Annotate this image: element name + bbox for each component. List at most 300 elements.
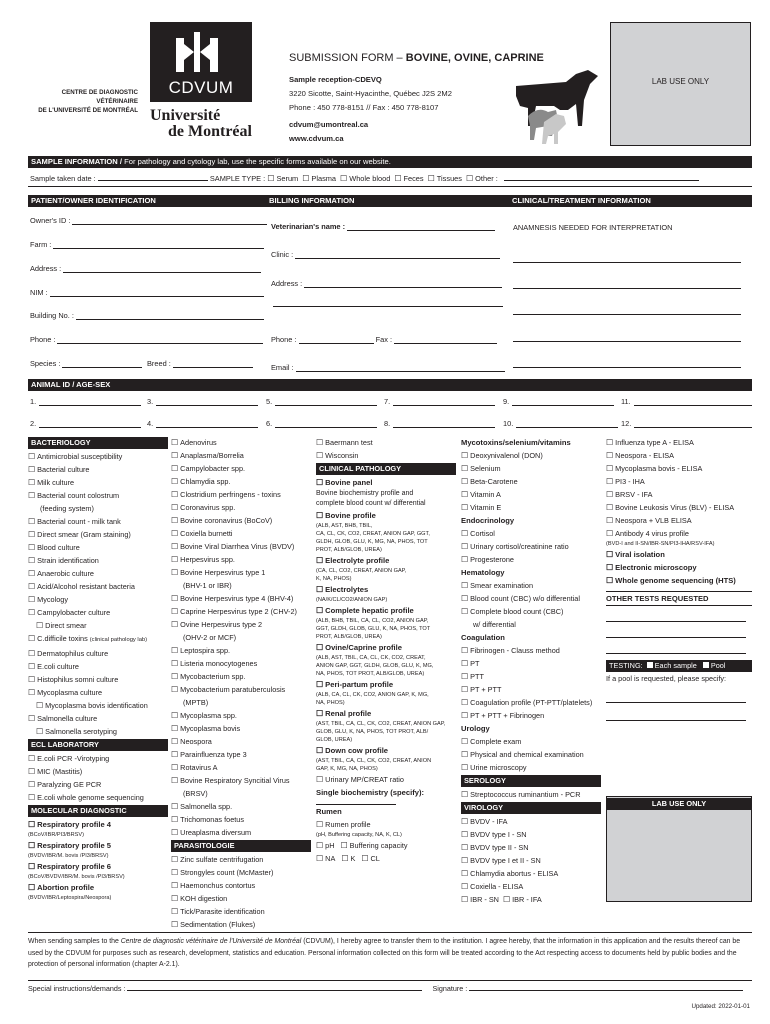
- owner-field-building-no: [30, 311, 264, 320]
- test-trichomonas-foetus[interactable]: ☐ Trichomonas foetus: [171, 813, 311, 826]
- profile-detail: complete blood count w/ differential: [316, 500, 426, 507]
- owner-field-label: Address :: [30, 264, 62, 273]
- form-title-species: BOVINE, OVINE, CAPRINE: [405, 52, 544, 64]
- molecular-detail: (BCoV/IBR/PI3/BRSV): [28, 832, 84, 838]
- pool-option[interactable]: Pool: [710, 661, 726, 670]
- test-coxiella-elisa[interactable]: ☐ Coxiella - ELISA: [461, 880, 601, 893]
- test-mycoplasma-spp[interactable]: ☐ Mycoplasma spp.: [171, 709, 311, 722]
- test-electrolytes[interactable]: ☐ Electrolytes: [316, 583, 456, 596]
- billing-address-input[interactable]: [304, 287, 502, 288]
- test-peri-partum-profile[interactable]: ☐ Peri-partum profile: [316, 678, 456, 691]
- sample-type-other-input[interactable]: [504, 180, 699, 181]
- test-wisconsin[interactable]: ☐ Wisconsin: [316, 449, 456, 462]
- test-bvdv-type-i-sn[interactable]: ☐ BVDV type I - SN: [461, 828, 601, 841]
- test-progesterone[interactable]: ☐ Progesterone: [461, 553, 601, 566]
- sample-type-other[interactable]: ☐ Other :: [466, 174, 498, 183]
- sample-type-tissues[interactable]: ☐ Tissues: [428, 174, 462, 183]
- animal-id-input[interactable]: [634, 427, 752, 428]
- billing-address-field: [271, 279, 502, 288]
- testing-row: [606, 660, 752, 672]
- bacteriology-title: BACTERIOLOGY: [28, 437, 168, 449]
- centre-name-line-2: DE L'UNIVERSITÉ DE MONTRÉAL: [38, 107, 138, 114]
- test-mycoplasma-bovis-elisa[interactable]: ☐ Mycoplasma bovis - ELISA: [606, 462, 752, 475]
- animal-id-number: 10.: [503, 419, 514, 428]
- profile-detail: (AST, TBIL, CA, CL, CK, CO2, CREAT, ANION GAP,: [316, 721, 446, 727]
- test-ovine-herpesvirus-type-2[interactable]: ☐ Ovine Herpesvirus type 2: [171, 618, 311, 631]
- test-dermatophilus-culture[interactable]: ☐ Dermatophilus culture: [28, 647, 168, 660]
- profile-detail: PROT, ALB/GLOB, UREA): [316, 634, 382, 640]
- special-instructions-input[interactable]: [127, 990, 422, 991]
- test-brsv-ifa[interactable]: ☐ BRSV - IFA: [606, 488, 752, 501]
- owner-field-label: Phone :: [30, 335, 56, 344]
- test-histophilus-somni-culture[interactable]: ☐ Histophilus somni culture: [28, 673, 168, 686]
- rumen-title: Rumen: [316, 807, 342, 816]
- test-salmonella-culture[interactable]: ☐ Salmonella culture: [28, 712, 168, 725]
- test-direct-smear[interactable]: ☐ Direct smear: [28, 619, 168, 632]
- billing-email-input[interactable]: [296, 371, 505, 372]
- test-neospora-vlb-elisa[interactable]: ☐ Neospora + VLB ELISA: [606, 514, 752, 527]
- clinical-info-line[interactable]: [513, 262, 741, 263]
- consent-italic: Centre de diagnostic vétérinaire de l'Université de Montréal: [120, 938, 302, 945]
- test-deoxynivalenol-don[interactable]: ☐ Deoxynivalenol (DON): [461, 449, 601, 462]
- test-fibrinogen-clauss-method[interactable]: ☐ Fibrinogen - Clauss method: [461, 644, 601, 657]
- test-mycoplasma-bovis[interactable]: ☐ Mycoplasma bovis: [171, 722, 311, 735]
- sample-type-whole-blood[interactable]: ☐ Whole blood: [340, 174, 390, 183]
- special-instructions-label: Special instructions/demands :: [28, 984, 126, 993]
- logo-text: CDVUM: [168, 78, 234, 97]
- test-bovine-profile[interactable]: ☐ Bovine profile: [316, 509, 456, 522]
- animal-id-input[interactable]: [39, 405, 141, 406]
- col-clinical-pathology: [316, 436, 456, 865]
- animal-id-number: 11.: [621, 397, 631, 406]
- test-note: (BRSV): [183, 789, 208, 798]
- section-heads-bar: [28, 195, 752, 207]
- test-campylobacter-culture[interactable]: ☐ Campylobacter culture: [28, 606, 168, 619]
- urology-title: Urology: [461, 724, 490, 733]
- anamnesis-label: ANAMNESIS NEEDED FOR INTERPRETATION: [513, 223, 673, 232]
- single-biochemistry-label: Single biochemistry (specify):: [316, 788, 425, 797]
- billing-email-label: Email :: [271, 363, 294, 372]
- animal-id-number: 7.: [384, 397, 391, 406]
- test-salmonella-serotyping[interactable]: ☐ Salmonella serotyping: [28, 725, 168, 738]
- test-bovine-respiratory-syncitial-virus[interactable]: ☐ Bovine Respiratory Syncitial Virus: [171, 774, 311, 787]
- animal-id-number: 3.: [147, 397, 154, 406]
- test-note: (BHV-1 or IBR): [183, 581, 232, 590]
- test-baermann[interactable]: ☐ Baermann test: [316, 436, 456, 449]
- test-vitamin-a[interactable]: ☐ Vitamin A: [461, 488, 601, 501]
- test-electrolyte-profile[interactable]: ☐ Electrolyte profile: [316, 554, 456, 567]
- test-respiratory-profile-6[interactable]: ☐ Respiratory profile 6: [28, 860, 168, 873]
- other-tests-input[interactable]: [606, 622, 746, 638]
- test-haemonchus-contortus[interactable]: ☐ Haemonchus contortus: [171, 879, 311, 892]
- profile-detail: GLOB, UREA): [316, 737, 353, 743]
- animal-id-number: 12.: [621, 419, 632, 428]
- updated-date: Updated: 2022-01-01: [691, 1003, 750, 1010]
- test-herpesvirus-spp[interactable]: ☐ Herpesvirus spp.: [171, 553, 311, 566]
- test-urinary-cortisol-creatinine-ratio[interactable]: ☐ Urinary cortisol/creatinine ratio: [461, 540, 601, 553]
- clinical-section-title: CLINICAL/TREATMENT INFORMATION: [512, 196, 651, 205]
- test-mic-mastitis[interactable]: ☐ MIC (Mastitis): [28, 765, 168, 778]
- test-bacterial-culture[interactable]: ☐ Bacterial culture: [28, 463, 168, 476]
- animal-id-number: 4.: [147, 419, 154, 428]
- test-chlamydia-spp[interactable]: ☐ Chlamydia spp.: [171, 475, 311, 488]
- test-selenium[interactable]: ☐ Selenium: [461, 462, 601, 475]
- animal-id-input[interactable]: [156, 405, 258, 406]
- phone-fax-text: Phone : 450 778-8151 // Fax : 450 778-8107: [289, 103, 439, 112]
- test-cl[interactable]: ☐ CL: [361, 854, 380, 863]
- test-cortisol[interactable]: ☐ Cortisol: [461, 527, 601, 540]
- test-rumen-profile[interactable]: ☐ Rumen profile: [316, 818, 456, 831]
- test-bvdv-type-i-et-ii-sn[interactable]: ☐ BVDV type I et II - SN: [461, 854, 601, 867]
- profile-detail: (NA/K/CL/CO2/ANION GAP): [316, 597, 388, 603]
- owner-field-farm: [30, 240, 264, 249]
- email-link[interactable]: cdvum@umontreal.ca: [289, 120, 369, 129]
- pool-specify-input[interactable]: [606, 685, 746, 703]
- form-title-prefix: SUBMISSION FORM –: [289, 52, 406, 64]
- owner-field-input[interactable]: [57, 343, 263, 344]
- clinical-pathology-title: CLINICAL PATHOLOGY: [316, 463, 456, 475]
- owner-field-owner-s-id: [30, 216, 267, 225]
- ecl-title: ECL LABORATORY: [28, 739, 168, 751]
- hematology-note: w/ differential: [473, 620, 516, 629]
- cdvum-logo: [150, 22, 252, 102]
- test-coxiella-burnetti[interactable]: ☐ Coxiella burnetti: [171, 527, 311, 540]
- profile-detail: GLOB, GLU, K, NA, PHOS, TOT PROT, ALB/: [316, 729, 429, 735]
- sample-type-feces[interactable]: ☐ Feces: [394, 174, 423, 183]
- universite-line-2: de Montréal: [168, 123, 252, 140]
- animal-id-field: [266, 419, 377, 428]
- fax-input[interactable]: [394, 343, 497, 344]
- test-ureaplasma-diversum[interactable]: ☐ Ureaplasma diversum: [171, 826, 311, 839]
- animal-id-input[interactable]: [393, 427, 495, 428]
- test-blood-culture[interactable]: ☐ Blood culture: [28, 541, 168, 554]
- billing-email-field: [271, 363, 505, 372]
- test-urinary-mp-creat[interactable]: ☐ Urinary MP/CREAT ratio: [316, 773, 456, 786]
- animal-id-number: 8.: [384, 419, 391, 428]
- profile-detail: NA, PHOS): [316, 700, 345, 706]
- animal-id-header: ANIMAL ID / AGE-SEX: [28, 379, 752, 391]
- profile-detail: K, NA, PHOS): [316, 576, 352, 582]
- other-tests-input[interactable]: [606, 606, 746, 622]
- sample-type-serum[interactable]: ☐ Serum: [267, 174, 298, 183]
- other-tests-input[interactable]: [606, 638, 746, 654]
- profile-detail: (CA, CL, CO2, CREAT, ANION GAP,: [316, 568, 407, 574]
- test-respiratory-profile-4[interactable]: ☐ Respiratory profile 4: [28, 818, 168, 831]
- test-k[interactable]: ☐ K: [341, 854, 355, 863]
- sample-type-label: SAMPLE TYPE :: [209, 174, 266, 183]
- universite-line-1: Université: [150, 107, 221, 124]
- clinical-info-line[interactable]: [513, 314, 741, 315]
- test-campylobacter-spp[interactable]: ☐ Campylobacter spp.: [171, 462, 311, 475]
- animal-id-field: [147, 419, 258, 428]
- test-e-coli-culture[interactable]: ☐ E.coli culture: [28, 660, 168, 673]
- test-beta-carotene[interactable]: ☐ Beta-Carotene: [461, 475, 601, 488]
- billing-address-line-2[interactable]: [273, 306, 503, 307]
- sample-info-title: SAMPLE INFORMATION /: [31, 157, 125, 166]
- test-bovine-coronavirus-bocov[interactable]: ☐ Bovine coronavirus (BoCoV): [171, 514, 311, 527]
- checkbox-pool-icon: [703, 662, 709, 668]
- owner-field-input[interactable]: [72, 224, 267, 225]
- animal-id-field: [621, 397, 752, 406]
- molecular-detail: (BVDV/IBR/Leptospira/Neospora): [28, 895, 112, 901]
- c-difficile-note: (clinical pathology lab): [89, 637, 148, 643]
- clinical-info-line[interactable]: [513, 341, 741, 342]
- owner-field-input[interactable]: [63, 272, 261, 273]
- owner-field-input[interactable]: [76, 319, 264, 320]
- clinic-label: Clinic :: [271, 250, 294, 259]
- animal-id-number: 2.: [30, 419, 37, 428]
- lab-use-box-bottom: [606, 796, 752, 902]
- owner-field-phone: [30, 335, 263, 344]
- owner-field-input[interactable]: [50, 296, 264, 297]
- test-down-cow-profile[interactable]: ☐ Down cow profile: [316, 744, 456, 757]
- test-complete-hepatic-profile[interactable]: ☐ Complete hepatic profile: [316, 604, 456, 617]
- test-buffering-capacity[interactable]: ☐ Buffering capacity: [341, 841, 408, 850]
- test-acid-alcohol-resistant-bacteria[interactable]: ☐ Acid/Alcohol resistant bacteria: [28, 580, 168, 593]
- sample-info-subtitle: For pathology and cytology lab, use the specific forms available on our website.: [124, 157, 391, 166]
- consent-part-2: (CDVUM), I hereby agree to transfer them to the institution. I agree hereby, that the information in this application and the results thereof can be used by the CDVUM for purposes such as research, development, statistics and education. Personal information collected on this form will be treated according to the Act respecting access to documents held by public bodies and the protection of personal information (chapter A-2.1).: [28, 938, 741, 968]
- centre-name-line-1: CENTRE DE DIAGNOSTIC VÉTÉRINAIRE: [61, 89, 138, 105]
- website-link[interactable]: www.cdvum.ca: [289, 134, 344, 143]
- coagulation-title: Coagulation: [461, 633, 505, 642]
- test-ovine-caprine-profile[interactable]: ☐ Ovine/Caprine profile: [316, 641, 456, 654]
- test-parainfluenza-type-3[interactable]: ☐ Parainfluenza type 3: [171, 748, 311, 761]
- owner-field-label: Species :: [30, 359, 61, 368]
- test-smear-examination[interactable]: ☐ Smear examination: [461, 579, 601, 592]
- test-renal-profile[interactable]: ☐ Renal profile: [316, 707, 456, 720]
- test-complete-exam[interactable]: ☐ Complete exam: [461, 735, 601, 748]
- animal-id-field: [147, 397, 258, 406]
- each-sample-option[interactable]: Each sample: [654, 661, 697, 670]
- test-e-coli-whole-genome-sequencing[interactable]: ☐ E.coli whole genome sequencing: [28, 791, 168, 804]
- test-bacterial-count-milk-tank[interactable]: ☐ Bacterial count - milk tank: [28, 515, 168, 528]
- test-caprine-herpesvirus-type-2-chv-2[interactable]: ☐ Caprine Herpesvirus type 2 (CHV-2): [171, 605, 311, 618]
- owner-field-label: Farm :: [30, 240, 52, 249]
- test-viral-isolation[interactable]: ☐ Viral isolation: [606, 548, 752, 561]
- animal-id-input[interactable]: [275, 427, 377, 428]
- rumen-detail: (pH, Buffering capacity, NA, K, CL): [316, 832, 402, 838]
- profile-detail: NA, PHOS, TOT PROT, ALB/GLOB, UREA): [316, 671, 425, 677]
- profile-detail: (AST, TBIL, CA, CL, CK, CO2, CREAT, ANION: [316, 758, 432, 764]
- test-bacterial-count-colostrum[interactable]: ☐ Bacterial count colostrum: [28, 489, 168, 502]
- test-antimicrobial-susceptibility[interactable]: ☐ Antimicrobial susceptibility: [28, 450, 168, 463]
- lab-use-label-top: LAB USE ONLY: [651, 77, 710, 86]
- test-bvdv-ifa[interactable]: ☐ BVDV - IFA: [461, 815, 601, 828]
- test-sedimentation-flukes[interactable]: ☐ Sedimentation (Flukes): [171, 918, 311, 931]
- animal-id-field: [266, 397, 377, 406]
- clinical-info-line[interactable]: [513, 288, 741, 289]
- sample-type-plasma[interactable]: ☐ Plasma: [302, 174, 336, 183]
- test-ph[interactable]: ☐ pH: [316, 841, 335, 850]
- test-strain-identification[interactable]: ☐ Strain identification: [28, 554, 168, 567]
- animal-id-field: [503, 419, 618, 428]
- test-mycoplasma-culture[interactable]: ☐ Mycoplasma culture: [28, 686, 168, 699]
- antibody-detail: (BVD-I and II-SN/IBR-SN/PI3-IHA/RSV-IFA): [606, 541, 715, 547]
- test-milk-culture[interactable]: ☐ Milk culture: [28, 476, 168, 489]
- animal-id-number: 6.: [266, 419, 273, 428]
- contact-block: [289, 73, 452, 146]
- animals-illustration: [508, 66, 603, 150]
- reception-label: Sample reception-CDEVQ: [289, 75, 382, 84]
- billing-section-title: BILLING INFORMATION: [269, 196, 355, 205]
- owner-field-label: Building No. :: [30, 311, 74, 320]
- owner-field-species: [30, 359, 142, 368]
- test-zinc-sulfate-centrifugation[interactable]: ☐ Zinc sulfate centrifugation: [171, 853, 311, 866]
- fax-label: Fax :: [375, 335, 393, 344]
- test-whole-genome-sequencing[interactable]: ☐ Whole genome sequencing (HTS): [606, 574, 752, 587]
- test-mycobacterium-paratuberculosis[interactable]: ☐ Mycobacterium paratuberculosis: [171, 683, 311, 696]
- virology-title: VIROLOGY: [461, 802, 601, 814]
- col-serology: [606, 436, 752, 721]
- test-na[interactable]: ☐ NA: [316, 854, 335, 863]
- test-direct-smear-gram-staining[interactable]: ☐ Direct smear (Gram staining): [28, 528, 168, 541]
- lab-use-box-top: [610, 22, 751, 146]
- test-listeria-monocytogenes[interactable]: ☐ Listeria monocytogenes: [171, 657, 311, 670]
- special-instructions-row: [28, 980, 752, 1000]
- profile-detail: GGT, GLDH, GLOB, GLU, K, NA, PHOS, TOT: [316, 626, 431, 632]
- owner-field-label: NIM :: [30, 288, 48, 297]
- test-physical-and-chemical-examination[interactable]: ☐ Physical and chemical examination: [461, 748, 601, 761]
- test-urine-microscopy[interactable]: ☐ Urine microscopy: [461, 761, 601, 774]
- test-koh-digestion[interactable]: ☐ KOH digestion: [171, 892, 311, 905]
- sample-date-input[interactable]: [98, 180, 208, 181]
- test-c-difficile-toxins[interactable]: [28, 632, 168, 647]
- form-title: [289, 52, 544, 64]
- owner-field-label: Owner's ID :: [30, 216, 71, 225]
- test-complete-blood-count-cbc[interactable]: ☐ Complete blood count (CBC): [461, 605, 601, 618]
- animal-id-field: [621, 419, 752, 428]
- animal-id-number: 1.: [30, 397, 37, 406]
- test-neospora-elisa[interactable]: ☐ Neospora - ELISA: [606, 449, 752, 462]
- test-adenovirus[interactable]: ☐ Adenovirus: [171, 436, 311, 449]
- test-pt-ptt[interactable]: ☐ PT + PTT: [461, 683, 601, 696]
- profile-detail: (ALB, CA, CL, CK, CO2, ANION GAP, K, MG,: [316, 692, 429, 698]
- test-neospora[interactable]: ☐ Neospora: [171, 735, 311, 748]
- test-mycobacterium-spp[interactable]: ☐ Mycobacterium spp.: [171, 670, 311, 683]
- clinical-info-line[interactable]: [513, 367, 741, 368]
- test-e-coli-pcr-virotyping[interactable]: ☐ E.coli PCR -Virotyping: [28, 752, 168, 765]
- test-leptospira-spp[interactable]: ☐ Leptospira spp.: [171, 644, 311, 657]
- test-paralyzing-ge-pcr[interactable]: ☐ Paralyzing GE PCR: [28, 778, 168, 791]
- test-pt[interactable]: ☐ PT: [461, 657, 601, 670]
- signature-label: Signature :: [432, 984, 468, 993]
- test-tick-parasite-identification[interactable]: ☐ Tick/Parasite identification: [171, 905, 311, 918]
- test-ptt[interactable]: ☐ PTT: [461, 670, 601, 683]
- serology-title: SEROLOGY: [461, 775, 601, 787]
- test-mycology[interactable]: ☐ Mycology: [28, 593, 168, 606]
- vet-label: Veterinarian's name :: [271, 222, 346, 231]
- test-coronavirus-spp[interactable]: ☐ Coronavirus spp.: [171, 501, 311, 514]
- molecular-detail: (BVDV/IBR/M. bovis /PI3/BRSV): [28, 853, 109, 859]
- test-ibr-ifa[interactable]: ☐ IBR - IFA: [503, 895, 542, 904]
- test-coagulation-profile-pt-ptt-platelets[interactable]: ☐ Coagulation profile (PT-PTT/platelets): [461, 696, 601, 709]
- test-rotavirus-a[interactable]: ☐ Rotavirus A: [171, 761, 311, 774]
- test-note: (MPTB): [183, 698, 209, 707]
- test-bovine-viral-diarrhea-virus-bvdv[interactable]: ☐ Bovine Viral Diarrhea Virus (BVDV): [171, 540, 311, 553]
- consent-part-1: When sending samples to the: [28, 938, 121, 945]
- clinic-field: [271, 250, 500, 259]
- test-pt-ptt-fibrinogen[interactable]: ☐ PT + PTT + Fibrinogen: [461, 709, 601, 722]
- profile-detail: PROT, ALB/GLOB, UREA): [316, 547, 382, 553]
- breed-label: Breed :: [147, 359, 171, 368]
- pool-specify-input[interactable]: [606, 703, 746, 721]
- test-influenza-type-a-elisa[interactable]: ☐ Influenza type A - ELISA: [606, 436, 752, 449]
- test-bvdv-type-ii-sn[interactable]: ☐ BVDV type II - SN: [461, 841, 601, 854]
- test-ibr-sn[interactable]: ☐ IBR - SN: [461, 895, 499, 904]
- owner-field-input[interactable]: [62, 367, 142, 368]
- billing-address-label: Address :: [271, 279, 303, 288]
- animal-id-input[interactable]: [512, 405, 614, 406]
- test-strongyles-count-mcmaster[interactable]: ☐ Strongyles count (McMaster): [171, 866, 311, 879]
- test-vitamin-e[interactable]: ☐ Vitamin E: [461, 501, 601, 514]
- animal-id-number: 9.: [503, 397, 510, 406]
- address-text: 3220 Sicotte, Saint-Hyacinthe, Québec J2S 2M2: [289, 89, 452, 98]
- signature-input[interactable]: [469, 990, 743, 991]
- bacteriology-item-note: (feeding system): [40, 504, 94, 513]
- col-bacteriology: [28, 436, 168, 902]
- clinic-input[interactable]: [295, 258, 500, 259]
- test-chlamydia-abortus-elisa[interactable]: ☐ Chlamydia abortus - ELISA: [461, 867, 601, 880]
- test-anaplasma-borrelia[interactable]: ☐ Anaplasma/Borrelia: [171, 449, 311, 462]
- owner-field-input[interactable]: [53, 248, 264, 249]
- vet-input[interactable]: [347, 230, 495, 231]
- molecular-detail: (BCoV/BVDV/IBR/M. bovis /PI3/BRSV): [28, 874, 125, 880]
- test-bovine-leukosis-virus-blv-elisa[interactable]: ☐ Bovine Leukosis Virus (BLV) - ELISA: [606, 501, 752, 514]
- test-salmonella-spp[interactable]: ☐ Salmonella spp.: [171, 800, 311, 813]
- test-bovine-panel[interactable]: ☐ Bovine panel: [316, 476, 456, 489]
- animal-id-input[interactable]: [275, 405, 377, 406]
- breed-input[interactable]: [173, 367, 253, 368]
- universite-name: [150, 108, 260, 140]
- billing-phone-input[interactable]: [299, 343, 374, 344]
- centre-name: [28, 88, 138, 115]
- animal-id-input[interactable]: [156, 427, 258, 428]
- animal-id-field: [30, 419, 141, 428]
- test-bovine-herpesvirus-type-4-bhv-4[interactable]: ☐ Bovine Herpesvirus type 4 (BHV-4): [171, 592, 311, 605]
- profile-detail: (ALB, AST, TBIL, CA, CL, CK, CO2, CREAT,: [316, 655, 426, 661]
- other-tests-title: OTHER TESTS REQUESTED: [606, 591, 752, 606]
- animal-id-input[interactable]: [393, 405, 495, 406]
- test-mycoplasma-bovis-identification[interactable]: ☐ Mycoplasma bovis identification: [28, 699, 168, 712]
- test-clostridium-perfringens-toxins[interactable]: ☐ Clostridium perfringens - toxins: [171, 488, 311, 501]
- ibr-row: [461, 893, 601, 906]
- test-abortion-profile[interactable]: ☐ Abortion profile: [28, 881, 168, 894]
- test-antibody-4-virus-profile[interactable]: ☐ Antibody 4 virus profile: [606, 527, 752, 540]
- test-anaerobic-culture[interactable]: ☐ Anaerobic culture: [28, 567, 168, 580]
- animal-id-input[interactable]: [516, 427, 618, 428]
- test-blood-count-cbc-w-o-differential[interactable]: ☐ Blood count (CBC) w/o differential: [461, 592, 601, 605]
- billing-phone-field: [271, 335, 497, 344]
- profile-detail: GAP, K, MG, NA, PHOS): [316, 766, 378, 772]
- test-pi3-iha[interactable]: ☐ PI3 - IHA: [606, 475, 752, 488]
- profile-detail: (ALB, BHB, TBIL, CA, CL, CO2, ANION GAP,: [316, 618, 429, 624]
- consent-text: [28, 932, 752, 971]
- animal-id-input[interactable]: [39, 427, 141, 428]
- sample-info-row: [28, 170, 752, 187]
- profile-detail: ANION GAP, GGT, GLDH, GLOB, GLU, K, MG,: [316, 663, 434, 669]
- vet-field: [271, 222, 495, 231]
- animal-id-field: [30, 397, 141, 406]
- animal-id-input[interactable]: [634, 405, 752, 406]
- test-note: (OHV-2 or MCF): [183, 633, 237, 642]
- test-bovine-herpesvirus-type-1[interactable]: ☐ Bovine Herpesvirus type 1: [171, 566, 311, 579]
- test-respiratory-profile-5[interactable]: ☐ Respiratory profile 5: [28, 839, 168, 852]
- test-electronic-microscopy[interactable]: ☐ Electronic microscopy: [606, 561, 752, 574]
- hematology-title: Hematology: [461, 568, 505, 577]
- test-streptococcus-ruminantium-pcr[interactable]: ☐ Streptococcus ruminantium - PCR: [461, 788, 601, 801]
- animal-id-number: 5.: [266, 397, 273, 406]
- owner-field-address: [30, 264, 261, 273]
